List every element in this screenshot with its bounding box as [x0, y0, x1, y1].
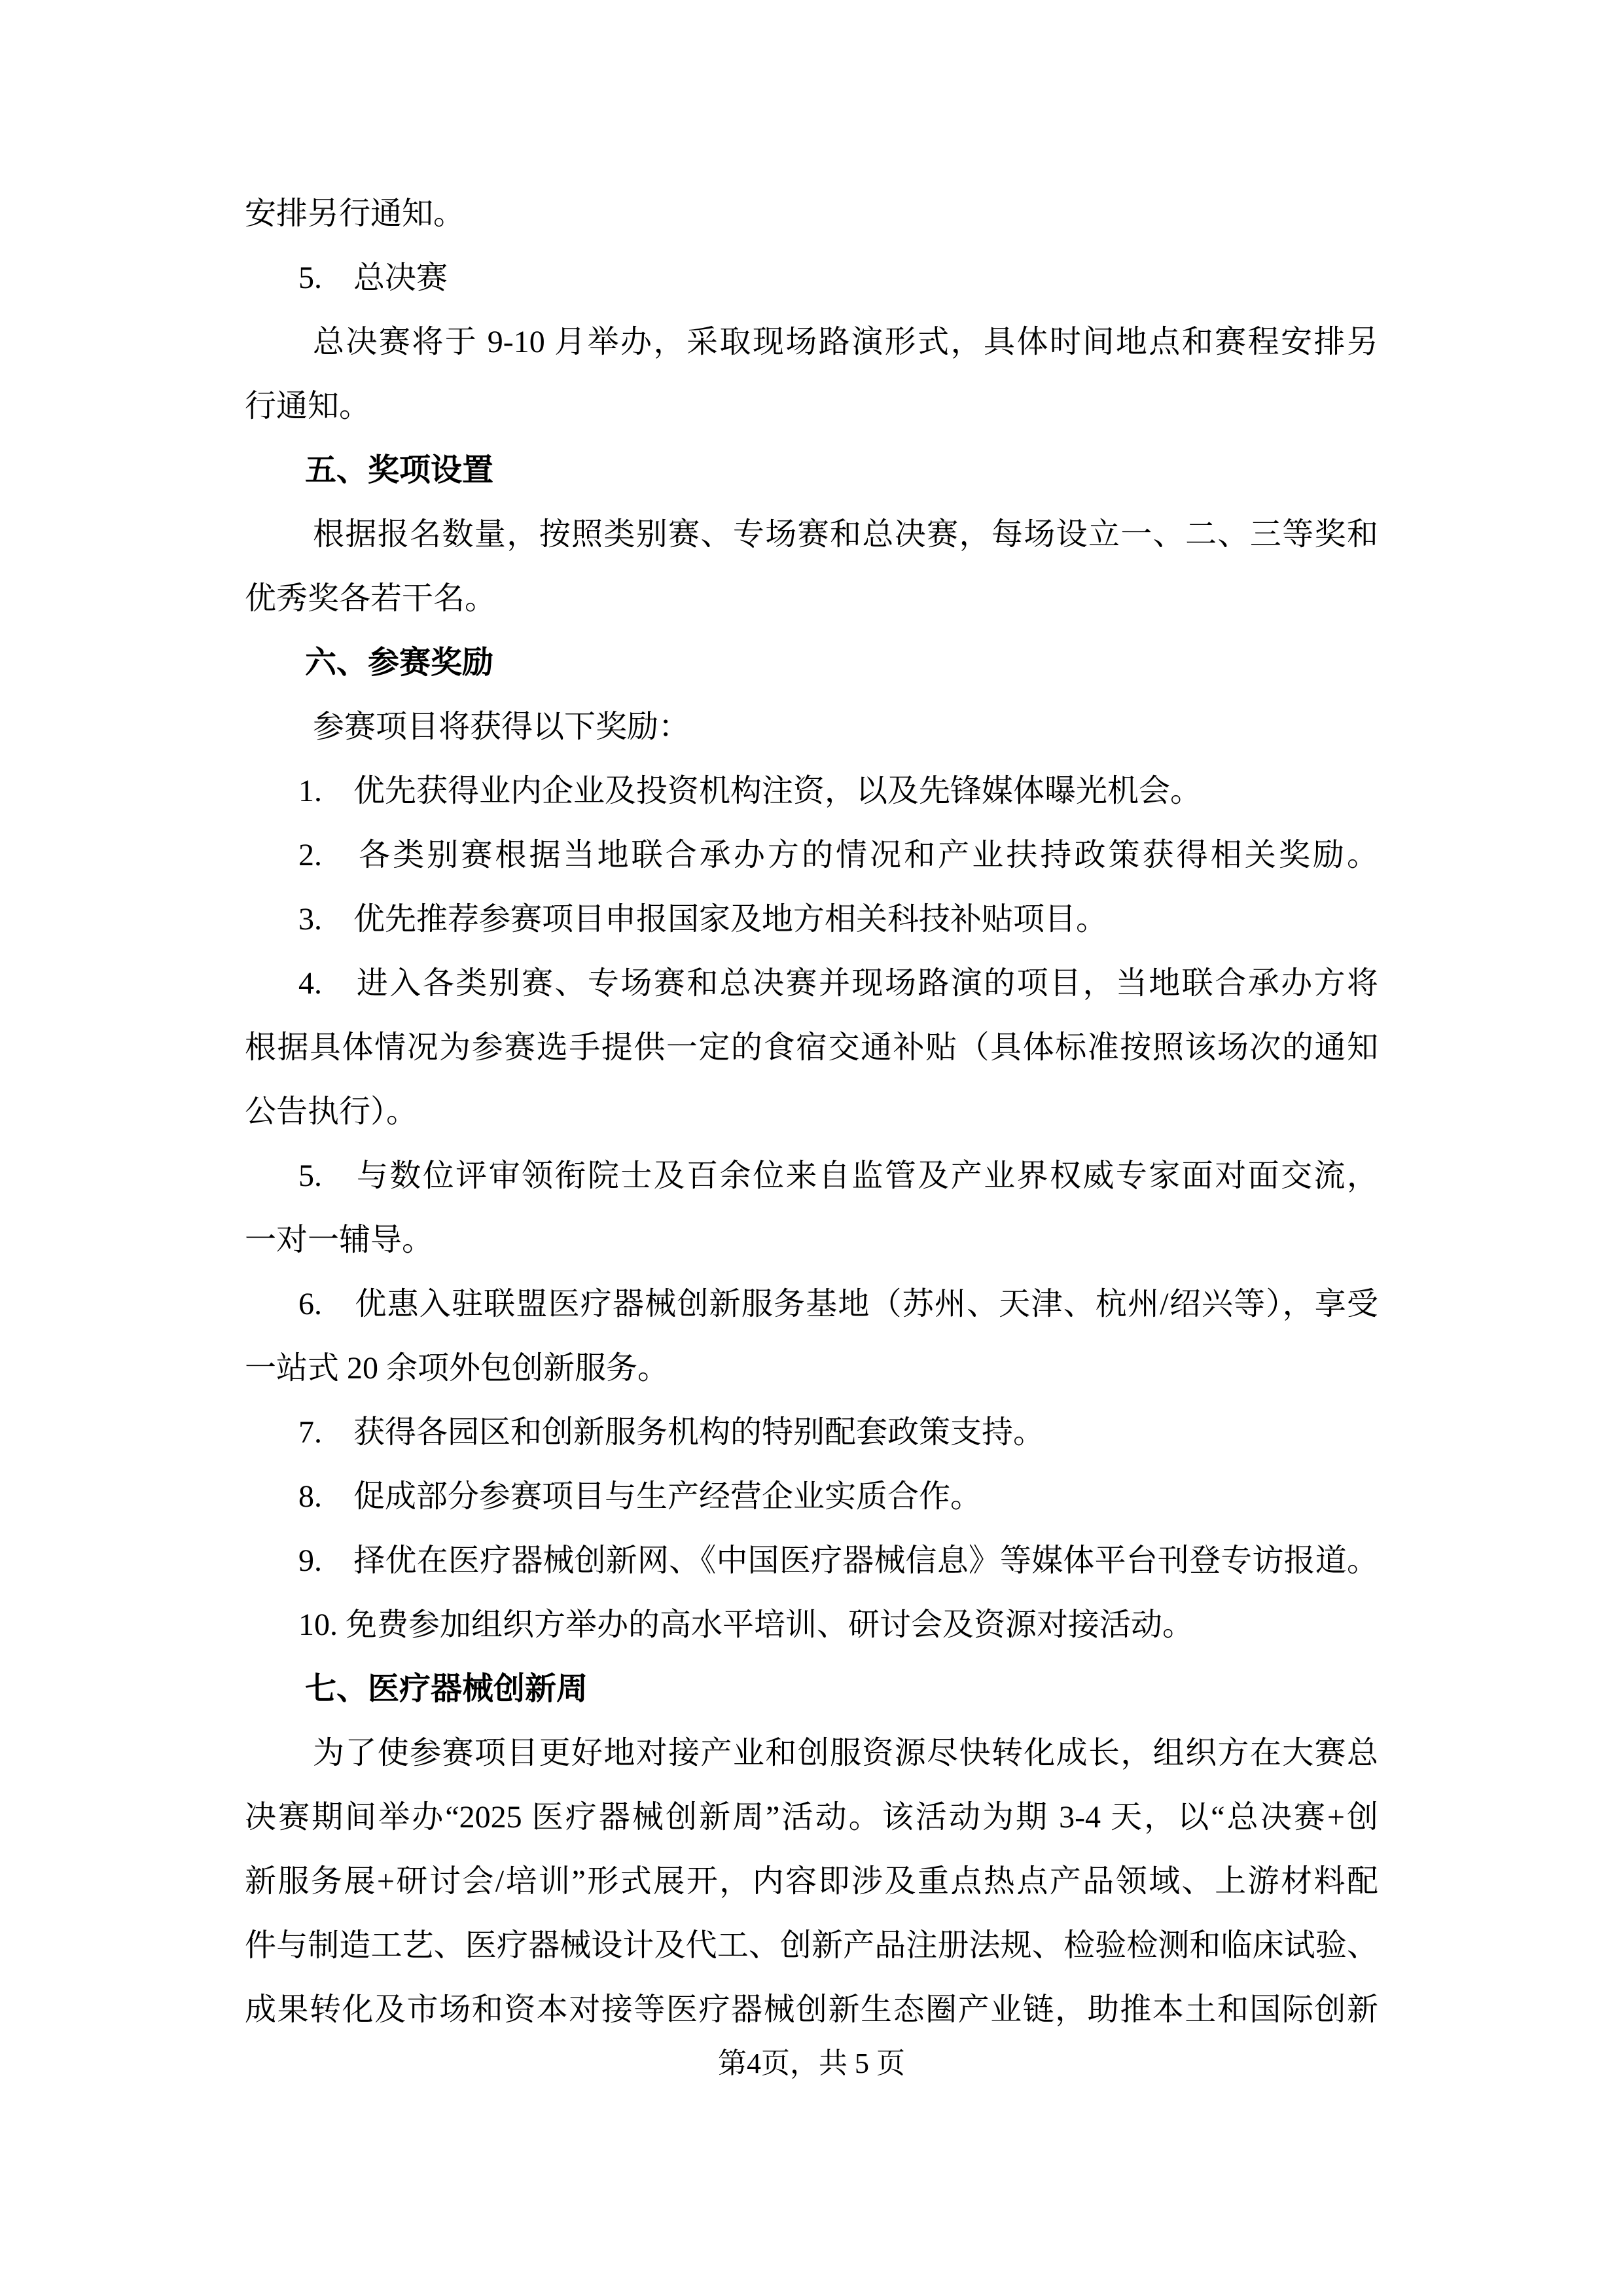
- paragraph-line: 根据具体情况为参赛选手提供一定的食宿交通补贴（具体标准按照该场次的通知: [245, 1030, 1378, 1065]
- list-item: 4. 进入各类别赛、专场赛和总决赛并现场路演的项目，当地联合承办方将: [298, 966, 1378, 1001]
- list-item: 1. 优先获得业内企业及投资机构注资，以及先锋媒体曝光机会。: [298, 774, 1202, 808]
- paragraph-line: 新服务展+研讨会/培训”形式展开，内容即涉及重点热点产品领域、上游材料配: [245, 1864, 1378, 1899]
- list-item: 5. 与数位评审领衔院士及百余位来自监管及产业界权威专家面对面交流，: [298, 1158, 1378, 1193]
- document-body: [245, 182, 1378, 2042]
- section-heading: 五、奖项设置: [305, 453, 494, 488]
- page-footer: 第4页，共 5 页: [718, 2047, 905, 2079]
- paragraph-line: 决赛期间举办“2025 医疗器械创新周”活动。该活动为期 3-4 天，以“总决赛+创: [245, 1800, 1378, 1835]
- list-item: 9. 择优在医疗器械创新网、《中国医疗器械信息》等媒体平台刊登专访报道。: [298, 1543, 1378, 1578]
- list-item: 3. 优先推荐参赛项目申报国家及地方相关科技补贴项目。: [298, 902, 1108, 937]
- paragraph-line: 根据报名数量，按照类别赛、专场赛和总决赛，每场设立一、二、三等奖和: [313, 517, 1378, 552]
- section-heading: 七、医疗器械创新周: [305, 1672, 588, 1706]
- section-heading: 六、参赛奖励: [305, 645, 494, 680]
- list-item: 8. 促成部分参赛项目与生产经营企业实质合作。: [298, 1479, 982, 1514]
- list-item: 10. 免费参加组织方举办的高水平培训、研讨会及资源对接活动。: [298, 1607, 1194, 1642]
- paragraph-line: 件与制造工艺、医疗器械设计及代工、创新产品注册法规、检验检测和临床试验、: [245, 1928, 1378, 1963]
- list-item: 6. 优惠入驻联盟医疗器械创新服务基地（苏州、天津、杭州/绍兴等），享受: [298, 1287, 1378, 1321]
- paragraph-line: 行通知。: [245, 389, 371, 423]
- paragraph-line: 一对一辅导。: [245, 1223, 434, 1257]
- paragraph-line: 成果转化及市场和资本对接等医疗器械创新生态圈产业链，助推本土和国际创新: [245, 1992, 1378, 2027]
- paragraph-line: 总决赛将于 9-10 月举办，采取现场路演形式，具体时间地点和赛程安排另: [313, 325, 1378, 359]
- paragraph-line: 安排另行通知。: [245, 196, 465, 231]
- paragraph-line: 公告执行）。: [245, 1094, 418, 1129]
- paragraph-line: 参赛项目将获得以下奖励：: [313, 709, 690, 744]
- paragraph-line: 优秀奖各若干名。: [245, 581, 497, 616]
- list-item: 7. 获得各园区和创新服务机构的特别配套政策支持。: [298, 1415, 1045, 1450]
- paragraph-line: 一站式 20 余项外包创新服务。: [245, 1351, 669, 1386]
- list-item: 5. 总决赛: [298, 260, 448, 295]
- paragraph-line: 为了使参赛项目更好地对接产业和创服资源尽快转化成长，组织方在大赛总: [313, 1736, 1378, 1770]
- list-item: 2. 各类别赛根据当地联合承办方的情况和产业扶持政策获得相关奖励。: [298, 838, 1378, 872]
